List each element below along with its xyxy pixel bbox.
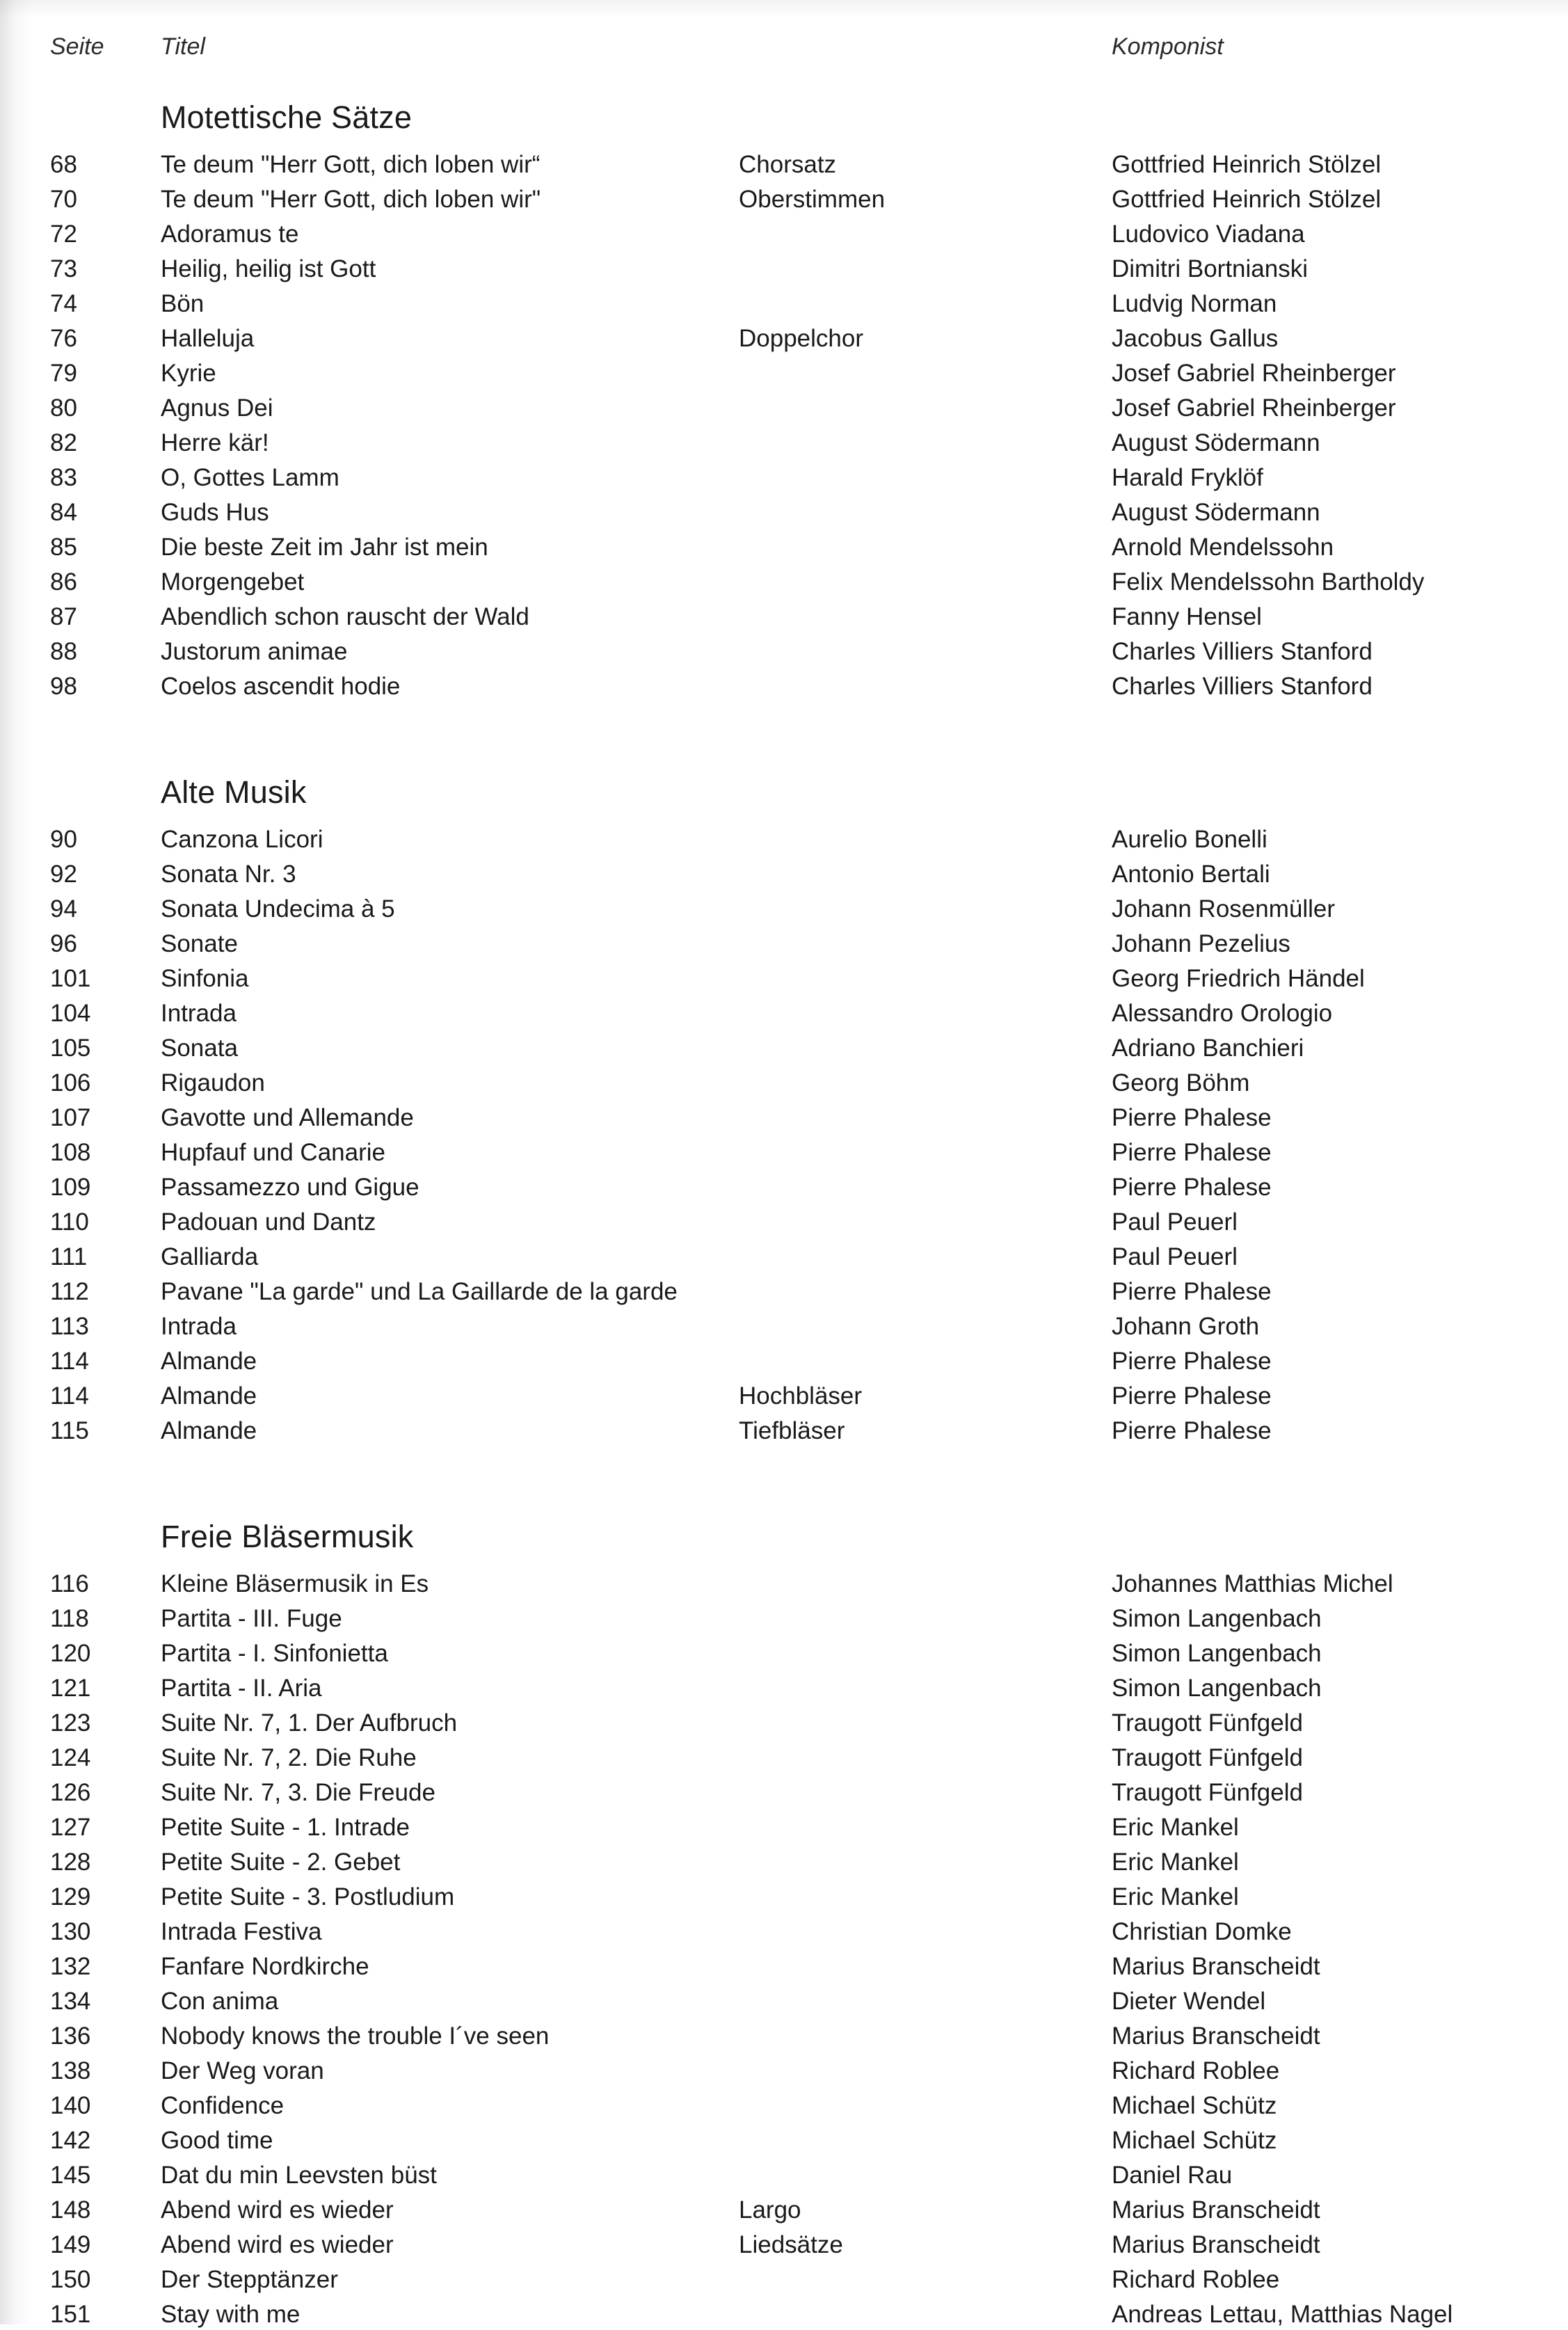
cell-page-number: 83	[50, 464, 77, 491]
column-header-composer: Komponist	[1112, 33, 1224, 60]
cell-scoring: Hochbläser	[739, 1382, 863, 1410]
cell-scoring: Doppelchor	[739, 325, 863, 352]
cell-page-number: 104	[50, 1000, 91, 1027]
cell-page-number: 114	[50, 1348, 89, 1375]
table-row	[0, 1311, 1568, 1342]
cell-composer: Charles Villiers Stanford	[1112, 638, 1373, 665]
cell-composer: Ludovico Viadana	[1112, 221, 1305, 248]
table-row	[0, 2160, 1568, 2191]
table-row	[0, 567, 1568, 598]
cell-composer: Traugott Fünfgeld	[1112, 1744, 1303, 1771]
cell-composer: Gottfried Heinrich Stölzel	[1112, 151, 1382, 178]
table-row	[0, 428, 1568, 458]
cell-title: O, Gottes Lamm	[161, 464, 339, 491]
cell-page-number: 96	[50, 930, 77, 957]
cell-title: Pavane "La garde" und La Gaillarde de la garde	[161, 1278, 678, 1305]
table-row	[0, 324, 1568, 354]
cell-page-number: 118	[50, 1605, 89, 1632]
section-heading: Alte Musik	[161, 774, 307, 810]
cell-title: Coelos ascendit hodie	[161, 673, 401, 700]
cell-composer: Johann Pezelius	[1112, 930, 1290, 957]
cell-page-number: 111	[50, 1243, 88, 1270]
cell-title: Petite Suite - 2. Gebet	[161, 1849, 401, 1876]
cell-page-number: 150	[50, 2266, 91, 2293]
cell-composer: Josef Gabriel Rheinberger	[1112, 394, 1396, 422]
table-row	[0, 1673, 1568, 1704]
cell-page-number: 113	[50, 1313, 89, 1340]
table-row	[0, 1207, 1568, 1238]
cell-composer: Marius Branscheidt	[1112, 2022, 1320, 2050]
table-row	[0, 1277, 1568, 1307]
cell-page-number: 108	[50, 1139, 91, 1166]
cell-title: Good time	[161, 2127, 273, 2154]
table-row	[0, 184, 1568, 215]
cell-composer: August Södermann	[1112, 429, 1320, 456]
cell-title: Almande	[161, 1417, 257, 1444]
cell-page-number: 86	[50, 568, 77, 596]
cell-page-number: 136	[50, 2022, 91, 2050]
cell-title: Padouan und Dantz	[161, 1208, 376, 1236]
cell-composer: Johann Groth	[1112, 1313, 1260, 1340]
cell-title: Stay with me	[161, 2301, 301, 2328]
table-row	[0, 1033, 1568, 1064]
cell-composer: Georg Friedrich Händel	[1112, 965, 1365, 992]
cell-page-number: 85	[50, 534, 77, 561]
cell-title: Suite Nr. 7, 2. Die Ruhe	[161, 1744, 417, 1771]
cell-page-number: 138	[50, 2057, 91, 2084]
table-row	[0, 254, 1568, 285]
cell-title: Passamezzo und Gigue	[161, 1174, 419, 1201]
cell-page-number: 80	[50, 394, 77, 422]
table-row	[0, 671, 1568, 702]
cell-page-number: 140	[50, 2092, 91, 2119]
cell-composer: Traugott Fünfgeld	[1112, 1709, 1303, 1737]
cell-page-number: 145	[50, 2162, 91, 2189]
table-row	[0, 1103, 1568, 1133]
column-header-title: Titel	[161, 33, 205, 60]
table-row	[0, 2125, 1568, 2156]
cell-title: Sonata Undecima à 5	[161, 895, 395, 923]
table-row	[0, 219, 1568, 250]
cell-title: Te deum "Herr Gott, dich loben wir"	[161, 186, 541, 213]
cell-title: Sonata Nr. 3	[161, 861, 296, 888]
table-row	[0, 929, 1568, 959]
cell-page-number: 142	[50, 2127, 91, 2154]
section-heading: Freie Bläsermusik	[161, 1519, 414, 1554]
cell-title: Kleine Bläsermusik in Es	[161, 1570, 429, 1597]
cell-title: Bön	[161, 290, 205, 317]
cell-page-number: 74	[50, 290, 77, 317]
table-row	[0, 150, 1568, 180]
table-row	[0, 824, 1568, 855]
table-row	[0, 1242, 1568, 1272]
cell-title: Abend wird es wieder	[161, 2231, 394, 2258]
cell-scoring: Oberstimmen	[739, 186, 886, 213]
table-row	[0, 463, 1568, 493]
cell-page-number: 120	[50, 1640, 91, 1667]
cell-composer: Paul Peuerl	[1112, 1243, 1238, 1270]
cell-page-number: 76	[50, 325, 77, 352]
cell-composer: Eric Mankel	[1112, 1814, 1239, 1841]
cell-page-number: 127	[50, 1814, 91, 1841]
cell-scoring: Tiefbläser	[739, 1417, 845, 1444]
cell-page-number: 73	[50, 255, 77, 282]
cell-title: Gavotte und Allemande	[161, 1104, 414, 1131]
cell-composer: Pierre Phalese	[1112, 1104, 1272, 1131]
cell-title: Kyrie	[161, 360, 216, 387]
cell-composer: Andreas Lettau, Matthias Nagel	[1112, 2301, 1453, 2328]
table-row	[0, 393, 1568, 424]
table-row	[0, 1604, 1568, 1634]
table-row	[0, 998, 1568, 1029]
cell-page-number: 134	[50, 1988, 91, 2015]
cell-composer: Pierre Phalese	[1112, 1382, 1272, 1410]
cell-composer: August Södermann	[1112, 499, 1320, 526]
cell-composer: Alessandro Orologio	[1112, 1000, 1333, 1027]
cell-page-number: 112	[50, 1278, 89, 1305]
cell-title: Sonata	[161, 1035, 238, 1062]
cell-page-number: 92	[50, 861, 77, 888]
cell-composer: Aurelio Bonelli	[1112, 826, 1267, 853]
table-row	[0, 2265, 1568, 2295]
cell-title: Dat du min Leevsten büst	[161, 2162, 437, 2189]
table-row	[0, 1847, 1568, 1878]
cell-page-number: 128	[50, 1849, 91, 1876]
table-row	[0, 1882, 1568, 1913]
cell-page-number: 98	[50, 673, 77, 700]
cell-title: Almande	[161, 1348, 257, 1375]
cell-page-number: 82	[50, 429, 77, 456]
table-row	[0, 1416, 1568, 1446]
table-row	[0, 1708, 1568, 1739]
scan-top-shadow	[0, 0, 1568, 18]
cell-composer: Simon Langenbach	[1112, 1640, 1322, 1667]
table-row	[0, 964, 1568, 994]
table-row	[0, 1986, 1568, 2017]
cell-title: Die beste Zeit im Jahr ist mein	[161, 534, 488, 561]
cell-composer: Traugott Fünfgeld	[1112, 1779, 1303, 1806]
cell-title: Hupfauf und Canarie	[161, 1139, 385, 1166]
table-row	[0, 1381, 1568, 1412]
table-row	[0, 2195, 1568, 2226]
cell-composer: Richard Roblee	[1112, 2266, 1280, 2293]
table-row	[0, 289, 1568, 319]
cell-title: Suite Nr. 7, 1. Der Aufbruch	[161, 1709, 458, 1737]
cell-page-number: 90	[50, 826, 77, 853]
table-row	[0, 1068, 1568, 1099]
table-row	[0, 1952, 1568, 1982]
cell-title: Partita - III. Fuge	[161, 1605, 342, 1632]
cell-composer: Richard Roblee	[1112, 2057, 1280, 2084]
table-row	[0, 1346, 1568, 1377]
cell-page-number: 101	[50, 965, 91, 992]
cell-composer: Josef Gabriel Rheinberger	[1112, 360, 1396, 387]
cell-page-number: 109	[50, 1174, 91, 1201]
cell-composer: Fanny Hensel	[1112, 603, 1262, 630]
table-row	[0, 2230, 1568, 2260]
cell-composer: Pierre Phalese	[1112, 1139, 1272, 1166]
cell-title: Almande	[161, 1382, 257, 1410]
cell-title: Halleluja	[161, 325, 255, 352]
cell-composer: Jacobus Gallus	[1112, 325, 1279, 352]
cell-composer: Marius Branscheidt	[1112, 2196, 1320, 2224]
cell-composer: Dimitri Bortnianski	[1112, 255, 1308, 282]
cell-title: Fanfare Nordkirche	[161, 1953, 369, 1980]
cell-title: Partita - II. Aria	[161, 1675, 322, 1702]
cell-composer: Arnold Mendelssohn	[1112, 534, 1334, 561]
cell-page-number: 149	[50, 2231, 91, 2258]
cell-page-number: 72	[50, 221, 77, 248]
cell-composer: Eric Mankel	[1112, 1849, 1239, 1876]
table-row	[0, 1569, 1568, 1599]
cell-composer: Michael Schütz	[1112, 2127, 1277, 2154]
cell-composer: Adriano Banchieri	[1112, 1035, 1304, 1062]
cell-title: Partita - I. Sinfonietta	[161, 1640, 388, 1667]
cell-page-number: 68	[50, 151, 77, 178]
table-row	[0, 637, 1568, 667]
cell-page-number: 115	[50, 1417, 89, 1444]
cell-title: Justorum animae	[161, 638, 348, 665]
cell-page-number: 87	[50, 603, 77, 630]
cell-title: Nobody knows the trouble I´ve seen	[161, 2022, 550, 2050]
cell-page-number: 130	[50, 1918, 91, 1945]
cell-title: Petite Suite - 1. Intrade	[161, 1814, 410, 1841]
table-row	[0, 1138, 1568, 1168]
table-row	[0, 1812, 1568, 1843]
cell-title: Rigaudon	[161, 1069, 265, 1096]
cell-page-number: 88	[50, 638, 77, 665]
cell-title: Intrada	[161, 1313, 237, 1340]
cell-page-number: 94	[50, 895, 77, 923]
cell-composer: Pierre Phalese	[1112, 1348, 1272, 1375]
cell-title: Sinfonia	[161, 965, 249, 992]
cell-title: Galliarda	[161, 1243, 259, 1270]
cell-page-number: 148	[50, 2196, 91, 2224]
table-row	[0, 532, 1568, 563]
cell-title: Herre kär!	[161, 429, 269, 456]
cell-page-number: 121	[50, 1675, 91, 1702]
cell-page-number: 84	[50, 499, 77, 526]
cell-page-number: 105	[50, 1035, 91, 1062]
cell-composer: Daniel Rau	[1112, 2162, 1233, 2189]
cell-page-number: 70	[50, 186, 77, 213]
cell-page-number: 106	[50, 1069, 91, 1096]
cell-composer: Charles Villiers Stanford	[1112, 673, 1373, 700]
cell-composer: Pierre Phalese	[1112, 1174, 1272, 1201]
cell-title: Heilig, heilig ist Gott	[161, 255, 376, 282]
cell-page-number: 123	[50, 1709, 91, 1737]
section-heading: Motettische Sätze	[161, 99, 413, 135]
cell-title: Der Weg voran	[161, 2057, 324, 2084]
table-row	[0, 2091, 1568, 2121]
cell-title: Guds Hus	[161, 499, 269, 526]
cell-composer: Paul Peuerl	[1112, 1208, 1238, 1236]
table-row	[0, 1638, 1568, 1669]
cell-composer: Felix Mendelssohn Bartholdy	[1112, 568, 1425, 596]
cell-title: Agnus Dei	[161, 394, 273, 422]
table-row	[0, 1917, 1568, 1947]
cell-title: Abendlich schon rauscht der Wald	[161, 603, 529, 630]
table-row	[0, 859, 1568, 890]
cell-page-number: 151	[50, 2301, 91, 2328]
cell-composer: Marius Branscheidt	[1112, 2231, 1320, 2258]
cell-title: Morgengebet	[161, 568, 305, 596]
cell-title: Confidence	[161, 2092, 285, 2119]
table-row	[0, 602, 1568, 632]
cell-scoring: Largo	[739, 2196, 801, 2224]
cell-title: Con anima	[161, 1988, 279, 2015]
column-header-page: Seite	[50, 33, 104, 60]
table-row	[0, 1778, 1568, 1808]
cell-composer: Michael Schütz	[1112, 2092, 1277, 2119]
cell-title: Canzona Licori	[161, 826, 323, 853]
cell-title: Adoramus te	[161, 221, 299, 248]
table-row	[0, 2056, 1568, 2086]
cell-title: Te deum "Herr Gott, dich loben wir“	[161, 151, 541, 178]
table-row	[0, 497, 1568, 528]
cell-page-number: 116	[50, 1570, 89, 1597]
column-headers	[0, 33, 1568, 64]
cell-title: Petite Suite - 3. Postludium	[161, 1883, 455, 1910]
cell-composer: Johannes Matthias Michel	[1112, 1570, 1393, 1597]
cell-title: Abend wird es wieder	[161, 2196, 394, 2224]
cell-title: Suite Nr. 7, 3. Die Freude	[161, 1779, 435, 1806]
cell-page-number: 132	[50, 1953, 91, 1980]
cell-title: Der Stepptänzer	[161, 2266, 338, 2293]
cell-composer: Gottfried Heinrich Stölzel	[1112, 186, 1382, 213]
cell-title: Intrada Festiva	[161, 1918, 322, 1945]
cell-composer: Georg Böhm	[1112, 1069, 1250, 1096]
cell-composer: Simon Langenbach	[1112, 1605, 1322, 1632]
cell-composer: Eric Mankel	[1112, 1883, 1239, 1910]
cell-composer: Pierre Phalese	[1112, 1278, 1272, 1305]
cell-composer: Antonio Bertali	[1112, 861, 1270, 888]
cell-composer: Simon Langenbach	[1112, 1675, 1322, 1702]
cell-page-number: 79	[50, 360, 77, 387]
cell-page-number: 126	[50, 1779, 91, 1806]
table-row	[0, 1743, 1568, 1773]
cell-composer: Johann Rosenmüller	[1112, 895, 1336, 923]
cell-page-number: 114	[50, 1382, 89, 1410]
table-row	[0, 2299, 1568, 2330]
cell-scoring: Chorsatz	[739, 151, 837, 178]
table-row	[0, 1172, 1568, 1203]
cell-composer: Ludvig Norman	[1112, 290, 1277, 317]
cell-scoring: Liedsätze	[739, 2231, 843, 2258]
cell-page-number: 129	[50, 1883, 91, 1910]
table-row	[0, 358, 1568, 389]
cell-page-number: 124	[50, 1744, 91, 1771]
cell-page-number: 107	[50, 1104, 91, 1131]
cell-composer: Harald Fryklöf	[1112, 464, 1263, 491]
cell-composer: Marius Branscheidt	[1112, 1953, 1320, 1980]
cell-page-number: 110	[50, 1208, 89, 1236]
cell-title: Sonate	[161, 930, 238, 957]
table-row	[0, 894, 1568, 925]
cell-composer: Dieter Wendel	[1112, 1988, 1266, 2015]
table-row	[0, 2021, 1568, 2052]
cell-title: Intrada	[161, 1000, 237, 1027]
cell-composer: Pierre Phalese	[1112, 1417, 1272, 1444]
cell-composer: Christian Domke	[1112, 1918, 1292, 1945]
